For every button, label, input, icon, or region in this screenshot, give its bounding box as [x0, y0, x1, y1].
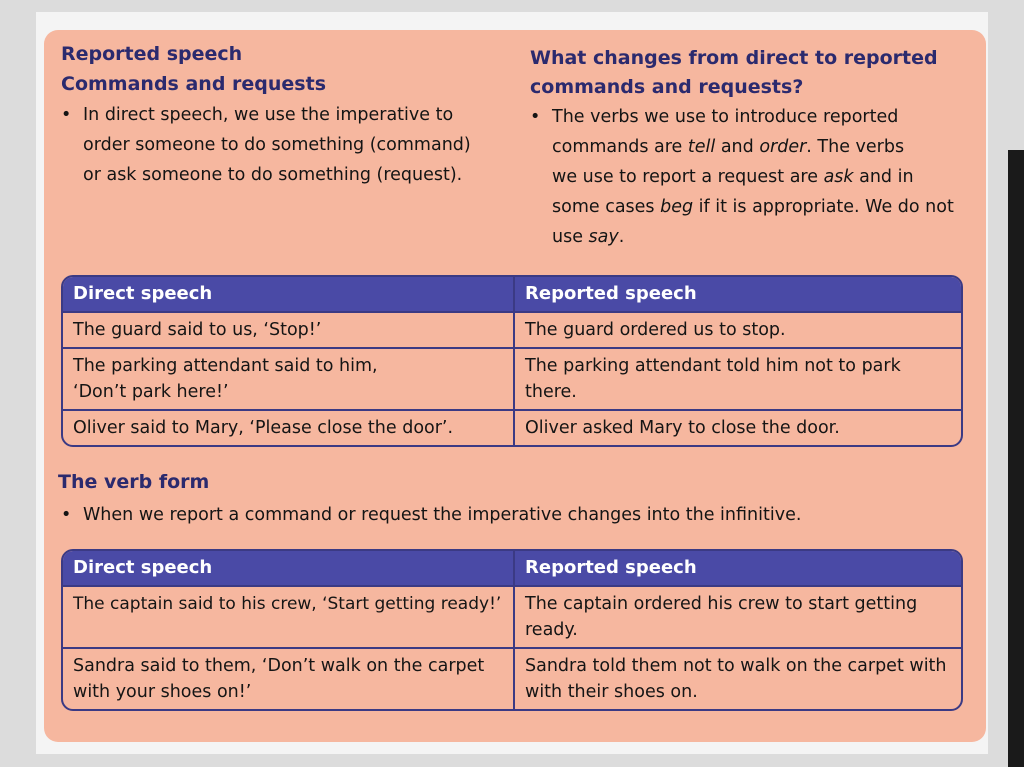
cell-line: The guard ordered us to stop.	[525, 320, 786, 340]
emphasis-tell: tell	[687, 137, 716, 157]
cell-line: Oliver asked Mary to close the door.	[525, 418, 840, 438]
bullet-dot: •	[61, 505, 72, 525]
commands-table-1	[61, 275, 963, 447]
cell-line: The captain ordered his crew to start getting	[525, 594, 918, 614]
text-run: use	[552, 227, 589, 247]
right-bullet-line-4	[552, 192, 970, 222]
left-bullet-line-2: order someone to do something (command)	[83, 135, 471, 155]
reported-speech-title: Reported speech	[61, 43, 243, 65]
right-bullet	[530, 102, 970, 252]
what-changes-title-line-1: What changes from direct to reported	[530, 47, 938, 69]
right-bullet-line-5	[552, 222, 970, 252]
left-bullet	[61, 100, 511, 190]
right-bullet-line-2	[552, 132, 970, 162]
direct-cell	[63, 411, 515, 445]
verb-form-bullet-text: When we report a command or request the imperative changes into the infinitive.	[83, 505, 802, 525]
text-run: some cases	[552, 197, 661, 217]
reported-cell	[515, 411, 961, 445]
direct-cell	[63, 649, 515, 709]
textbook-page	[44, 30, 986, 742]
window-edge	[1008, 150, 1024, 767]
what-changes-title-line-2: commands and requests?	[530, 76, 804, 98]
left-bullet-line-1: In direct speech, we use the imperative to	[83, 105, 454, 125]
cell-line: Oliver said to Mary, ‘Please close the door’.	[73, 418, 454, 438]
direct-cell	[63, 349, 515, 409]
commands-requests-subtitle: Commands and requests	[61, 73, 326, 95]
cell-line: The parking attendant told him not to park	[525, 356, 901, 376]
reported-cell	[515, 587, 961, 647]
header-reported-speech: Reported speech	[525, 557, 697, 578]
emphasis-say: say	[588, 227, 619, 247]
reported-cell	[515, 349, 961, 409]
cell-line: The guard said to us, ‘Stop!’	[73, 320, 322, 340]
cell-line: Sandra told them not to walk on the carpet with	[525, 656, 947, 676]
cell-line: Sandra said to them, ‘Don’t walk on the carpet	[73, 656, 485, 676]
text-run: we use to report a request are	[552, 167, 824, 187]
table-row	[63, 585, 961, 647]
right-bullet-line-1: The verbs we use to introduce reported	[552, 107, 899, 127]
text-run: .	[618, 227, 625, 247]
header-reported-speech: Reported speech	[525, 283, 697, 304]
header-direct-speech: Direct speech	[63, 551, 515, 585]
table-header-row	[63, 277, 961, 311]
commands-table-2	[61, 549, 963, 711]
text-run: commands are	[552, 137, 688, 157]
text-run: and in	[853, 167, 914, 187]
cell-line: with your shoes on!’	[73, 682, 252, 702]
cell-line: The captain said to his crew, ‘Start getting ready!’	[73, 594, 502, 614]
cell-line: ready.	[525, 620, 578, 640]
table-row	[63, 311, 961, 347]
verb-form-title: The verb form	[58, 471, 210, 493]
bullet-item	[530, 102, 970, 252]
text-run: if it is appropriate. We do not	[693, 197, 954, 217]
bullet-dot: •	[61, 105, 72, 125]
text-run: . The verbs	[806, 137, 905, 157]
bullet-item	[61, 500, 961, 530]
table-row	[63, 647, 961, 709]
verb-form-bullet	[61, 500, 961, 530]
bullet-dot: •	[530, 107, 541, 127]
text-run: and	[715, 137, 760, 157]
emphasis-order: order	[759, 137, 807, 157]
cell-line: The parking attendant said to him,	[73, 356, 378, 376]
direct-cell	[63, 587, 515, 647]
right-bullet-line-3	[552, 162, 970, 192]
direct-cell	[63, 313, 515, 347]
table-row	[63, 409, 961, 445]
cell-line: with their shoes on.	[525, 682, 698, 702]
header-direct-speech: Direct speech	[63, 277, 515, 311]
reported-cell	[515, 313, 961, 347]
table-row	[63, 347, 961, 409]
reported-cell	[515, 649, 961, 709]
cell-line: ‘Don’t park here!’	[73, 382, 229, 402]
emphasis-beg: beg	[660, 197, 694, 217]
cell-line: there.	[525, 382, 577, 402]
left-bullet-line-3: or ask someone to do something (request).	[83, 165, 463, 185]
emphasis-ask: ask	[823, 167, 854, 187]
bullet-item	[61, 100, 511, 190]
table-header-row	[63, 551, 961, 585]
